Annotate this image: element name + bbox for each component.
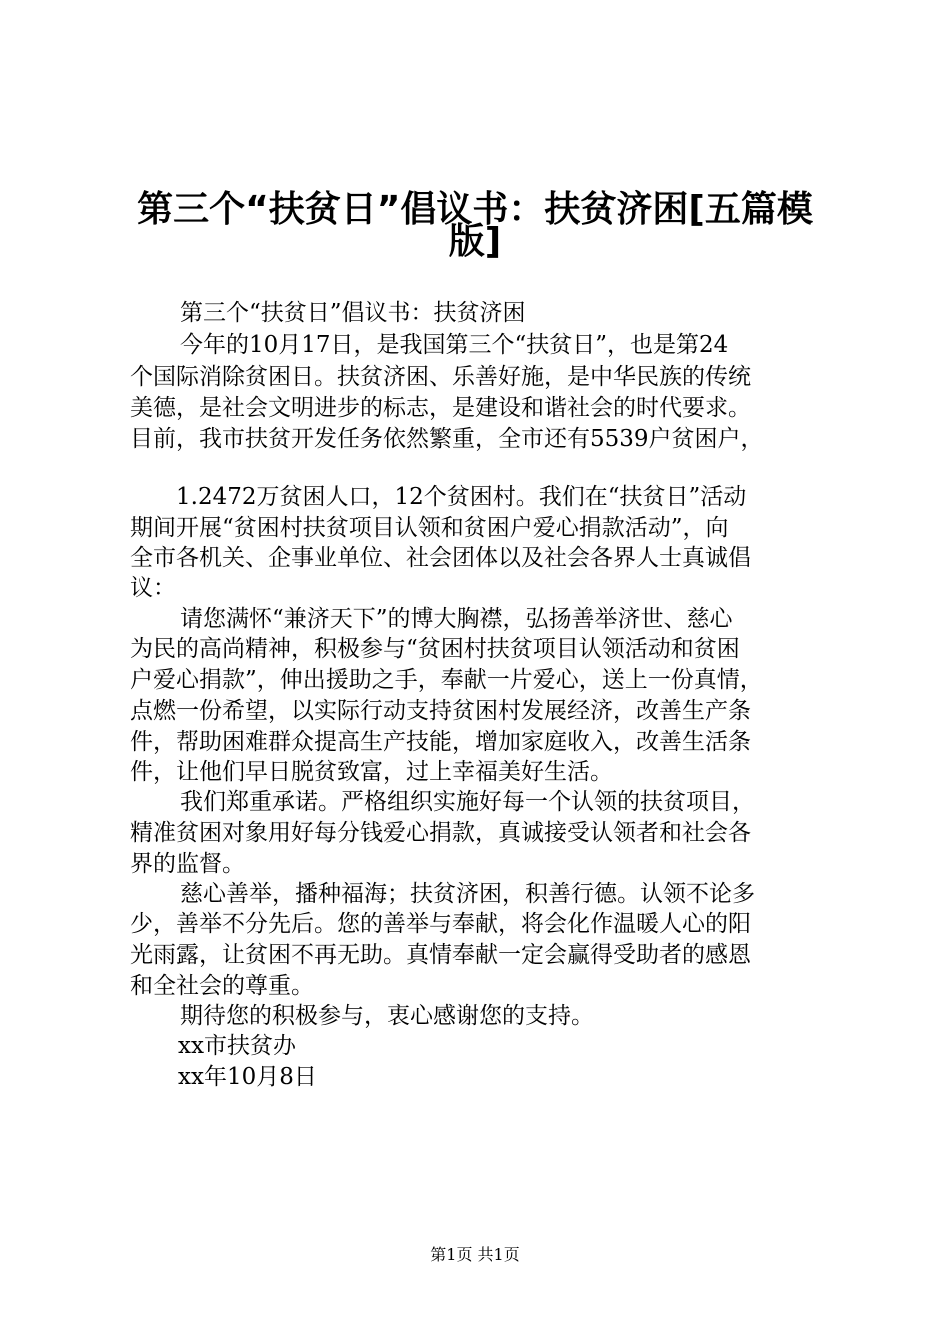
body-line: 界的监督。 — [130, 851, 245, 877]
body-line: 今年的10月17日，是我国第三个“扶贫日”，也是第24 — [180, 332, 729, 358]
body-line: 少，善举不分先后。您的善举与奉献，将会化作温暖人心的阳 — [130, 911, 751, 937]
page-footer: 第1页 共1页 — [430, 1245, 520, 1264]
body-line: 光雨露，让贫困不再无助。真情奉献一定会赢得受助者的感恩 — [130, 942, 751, 968]
body-line: 件，让他们早日脱贫致富，过上幸福美好生活。 — [130, 759, 613, 785]
body-line: 目前，我市扶贫开发任务依然繁重，全市还有5539户贫困户， — [130, 426, 764, 452]
body-line: 点燃一份希望，以实际行动支持贫困村发展经济，改善生产条 — [130, 698, 751, 724]
body-line: 为民的高尚精神，积极参与“贫困村扶贫项目认领活动和贫困 — [130, 636, 740, 662]
body-line: 慈心善举，播种福海；扶贫济困，积善行德。认领不论多 — [180, 881, 755, 907]
body-line: 全市各机关、企事业单位、社会团体以及社会各界人士真诚倡 — [130, 545, 751, 571]
signature-date: xx年10月8日 — [178, 1064, 317, 1090]
body-line: 议： — [130, 575, 176, 601]
signature-organization: xx市扶贫办 — [178, 1033, 296, 1059]
body-line: 我们郑重承诺。严格组织实施好每一个认领的扶贫项目， — [180, 789, 755, 815]
body-line: 精准贫困对象用好每分钱爱心捐款，真诚接受认领者和社会各 — [130, 820, 751, 846]
body-line: 件，帮助困难群众提高生产技能，增加家庭收入，改善生活条 — [130, 729, 751, 755]
document-title-line-2: 版] — [448, 221, 502, 262]
body-line: 户爱心捐款”，伸出援助之手，奉献一片爱心，送上一份真情， — [130, 667, 763, 693]
body-line: 期间开展“贫困村扶贫项目认领和贫困户爱心捐款活动”，向 — [130, 515, 729, 541]
body-line: 个国际消除贫困日。扶贫济困、乐善好施，是中华民族的传统 — [130, 364, 751, 390]
body-line: 请您满怀“兼济天下”的博大胸襟，弘扬善举济世、慈心 — [180, 606, 733, 632]
subtitle-line: 第三个“扶贫日”倡议书：扶贫济困 — [180, 300, 526, 326]
body-line: 期待您的积极参与，衷心感谢您的支持。 — [180, 1003, 594, 1029]
document-title-line-1: 第三个“扶贫日”倡议书：扶贫济困[五篇模 — [137, 189, 813, 230]
body-line: 和全社会的尊重。 — [130, 973, 314, 999]
body-line: 美德，是社会文明进步的标志，是建设和谐社会的时代要求。 — [130, 395, 751, 421]
body-line: 1.2472万贫困人口，12个贫困村。我们在“扶贫日”活动 — [176, 484, 747, 510]
